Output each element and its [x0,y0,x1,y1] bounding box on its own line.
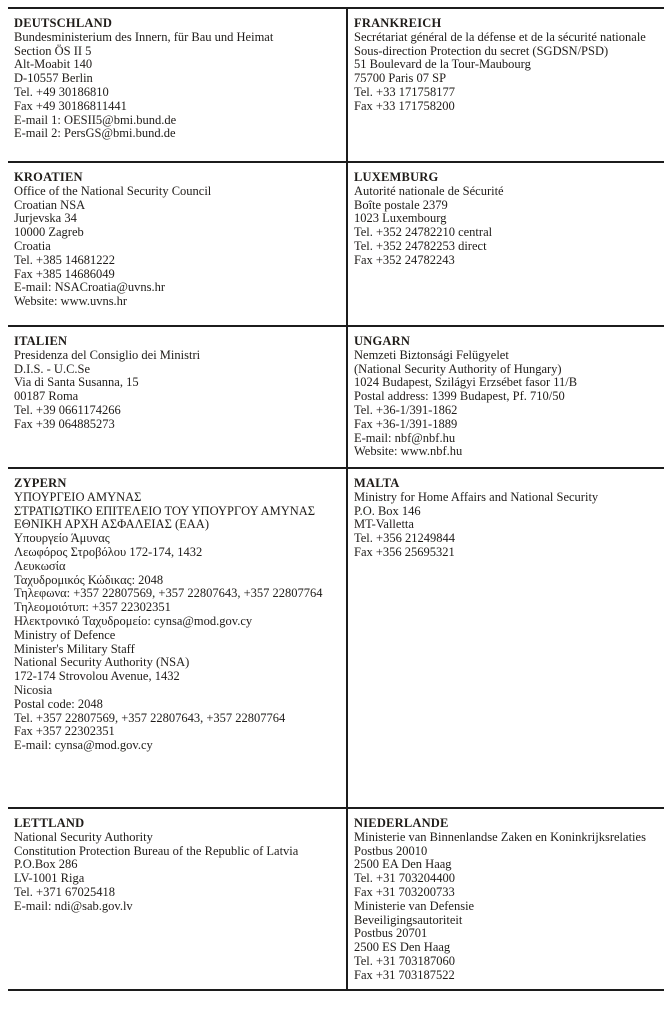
table-row [8,162,664,326]
contact-line: Tel. +31 703187060 [354,953,455,968]
country-heading: FRANKREICH [354,16,442,30]
contact-line: Sous-direction Protection du secret (SGDSN/PSD) [354,43,609,58]
contact-line: Tel. +352 24782253 direct [354,238,487,253]
contact-cell-malta [347,468,664,808]
country-heading: ZYPERN [14,476,67,490]
contact-lines [14,831,338,914]
contact-line: Via di Santa Susanna, 15 [14,375,139,390]
contact-lines [354,31,664,114]
contact-line: Boîte postale 2379 [354,197,448,212]
national-security-authorities-table [8,7,664,991]
contact-line: Presidenza del Consiglio dei Ministri [14,347,201,362]
contact-line: Postbus 20701 [354,926,428,941]
contact-line: Secrétariat général de la défense et de la sécurité nationale [354,29,646,44]
contact-line: Nemzeti Biztonsági Felügyelet [354,347,509,362]
contact-lines [354,491,664,560]
contact-line: Fax +39 064885273 [14,416,115,431]
contact-cell-kroatien [8,162,347,326]
contact-cell-ungarn [347,326,664,468]
contact-line: (National Security Authority of Hungary) [354,361,562,376]
table-row [8,808,664,990]
contact-cell-zypern [8,468,347,808]
contact-line: Beveiligingsautoriteit [354,912,463,927]
contact-line: P.O.Box 286 [14,857,78,872]
contact-line: 10000 Zagreb [14,225,84,240]
contact-line: Website: www.uvns.hr [14,294,128,309]
contact-line: 2500 ES Den Haag [354,940,451,955]
contact-line: P.O. Box 146 [354,503,421,518]
table-row [8,326,664,468]
contact-lines [14,31,338,141]
contact-line: Postal code: 2048 [14,696,103,711]
contact-cell-italien [8,326,347,468]
contact-line: ΥΠΟΥΡΓΕΙΟ ΑΜΥΝΑΣ [14,489,142,504]
contact-line: Tel. +33 171758177 [354,84,455,99]
country-heading: NIEDERLANDE [354,816,449,830]
contact-lines [354,185,664,268]
contact-line: Tel. +371 67025418 [14,884,115,899]
contact-line: Autorité nationale de Sécurité [354,183,504,198]
contact-line: E-mail: cynsa@mod.gov.cy [14,738,153,753]
country-heading: UNGARN [354,334,411,348]
contact-lines [14,185,338,309]
contact-line: Postal address: 1399 Budapest, Pf. 710/50 [354,389,565,404]
country-heading: DEUTSCHLAND [14,16,113,30]
country-heading: MALTA [354,476,400,490]
country-heading: LUXEMBURG [354,170,439,184]
table-row [8,468,664,808]
contact-line: Fax +33 171758200 [354,98,455,113]
contact-lines [14,349,338,432]
contact-line: Fax +352 24782243 [354,252,455,267]
contact-line: Minister's Military Staff [14,641,135,656]
contact-line: Λευκωσία [14,558,66,573]
contact-line: E-mail: ndi@sab.gov.lv [14,898,133,913]
contact-lines [14,491,338,753]
contact-line: Croatia [14,238,51,253]
contact-line: Λεωφόρος Στροβόλου 172-174, 1432 [14,544,203,559]
contact-line: Ministry of Defence [14,627,116,642]
contact-line: 2500 EA Den Haag [354,857,452,872]
contact-line: Ministerie van Binnenlandse Zaken en Koninkrijksrelaties [354,829,646,844]
country-heading: KROATIEN [14,170,83,184]
contact-line: Fax +385 14686049 [14,266,115,281]
contact-cell-lettland [8,808,347,990]
contact-line: Tel. +352 24782210 central [354,225,493,240]
contact-line: Ministry for Home Affairs and National Security [354,489,599,504]
contact-line: LV-1001 Riga [14,871,85,886]
contact-lines [354,831,664,983]
contact-line: Office of the National Security Council [14,183,212,198]
contact-line: Fax +31 703187522 [354,967,455,982]
contact-line: Tel. +39 0661174266 [14,402,121,417]
country-heading: ITALIEN [14,334,68,348]
contact-line: Tel. +36-1/391-1862 [354,402,458,417]
contact-line: ΣΤΡΑΤΙΩΤΙΚΟ ΕΠΙΤΕΛΕΙΟ ΤΟΥ ΥΠΟΥΡΓΟΥ ΑΜΥΝΑΣ [14,503,316,518]
table-row [8,8,664,162]
contact-line: D.I.S. - U.C.Se [14,361,91,376]
contact-line: Website: www.nbf.hu [354,444,463,459]
contact-line: Alt-Moabit 140 [14,57,93,72]
contact-line: E-mail 2: PersGS@bmi.bund.de [14,126,176,141]
contact-line: Fax +36-1/391-1889 [354,416,458,431]
contact-line: Tel. +31 703204400 [354,871,455,886]
country-heading: LETTLAND [14,816,85,830]
contact-line: Fax +49 30186811441 [14,98,127,113]
contact-line: Nicosia [14,682,53,697]
contact-line: E-mail: nbf@nbf.hu [354,430,456,445]
contact-line: Postbus 20010 [354,843,428,858]
contact-cell-luxemburg [347,162,664,326]
contact-line: Tel. +385 14681222 [14,252,115,267]
contact-line: Ταχυδρομικός Κώδικας: 2048 [14,572,164,587]
contact-line: Bundesministerium des Innern, für Bau und Heimat [14,29,274,44]
contact-line: 75700 Paris 07 SP [354,71,447,86]
contact-lines [354,349,664,459]
contact-line: Ηλεκτρονικό Ταχυδρομείο: cynsa@mod.gov.cy [14,613,253,628]
contact-line: D-10557 Berlin [14,71,93,86]
contact-line: MT-Valletta [354,517,414,532]
contact-line: Jurjevska 34 [14,211,77,226]
contact-line: National Security Authority [14,829,153,844]
contact-line: National Security Authority (NSA) [14,655,190,670]
contact-line: 1024 Budapest, Szilágyi Erzsébet fasor 11/B [354,375,578,390]
contact-line: Ministerie van Defensie [354,898,475,913]
contact-line: 51 Boulevard de la Tour-Maubourg [354,57,531,72]
contact-line: 1023 Luxembourg [354,211,447,226]
contact-line: 00187 Roma [14,389,79,404]
contact-line: Τηλεομοιότυπ: +357 22302351 [14,600,171,615]
contact-line: Fax +356 25695321 [354,544,455,559]
contact-line: Constitution Protection Bureau of the Republic of Latvia [14,843,299,858]
contact-line: 172-174 Strovolou Avenue, 1432 [14,669,180,684]
contact-line: Fax +357 22302351 [14,724,115,739]
contact-line: ΕΘΝΙΚΗ ΑΡΧΗ ΑΣΦΑΛΕΙΑΣ (ΕΑΑ) [14,517,209,532]
contact-line: Section ÖS II 5 [14,43,92,58]
contact-cell-deutschland [8,8,347,162]
contact-line: E-mail: NSACroatia@uvns.hr [14,280,166,295]
contact-cell-frankreich [347,8,664,162]
contact-line: Tel. +49 30186810 [14,84,109,99]
contact-line: Tel. +357 22807569, +357 22807643, +357 22807764 [14,710,286,725]
contact-cell-niederlande [347,808,664,990]
contact-line: Τηλεφωνα: +357 22807569, +357 22807643, +357 22807764 [14,586,323,601]
contact-line: E-mail 1: OESII5@bmi.bund.de [14,112,177,127]
contact-line: Croatian NSA [14,197,86,212]
contact-line: Tel. +356 21249844 [354,531,455,546]
contact-line: Fax +31 703200733 [354,884,455,899]
contact-line: Υπουργείο Άμυνας [14,531,110,546]
